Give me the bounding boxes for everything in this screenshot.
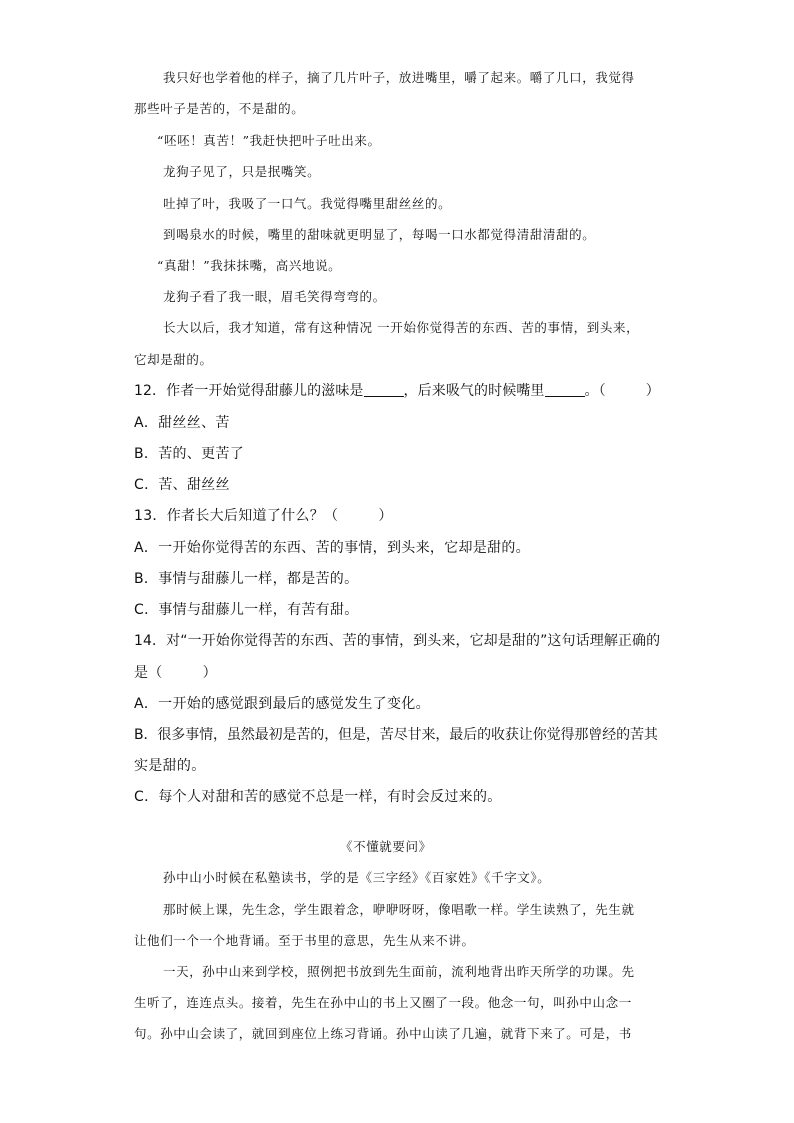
question-12-stem-part-c: 。（: [584, 383, 606, 399]
passage1-paragraph-5: 到喝泉水的时候，嘴里的甜味就更明显了，每喝一口水都觉得清甜清甜的。: [163, 227, 596, 242]
question-12-option-a: A．甜丝丝、苦: [134, 415, 230, 431]
question-12-stem-part-b: ，后来吸气的时候嘴里: [403, 383, 545, 399]
passage1-paragraph-3: 龙狗子见了，只是抿嘴笑。: [163, 164, 321, 179]
passage2-title: 《不懂就要问》: [340, 839, 432, 854]
question-13-stem: [134, 505, 393, 525]
passage2-paragraph-3-line-1: 一天，孙中山来到学校，照例把书放到先生面前，流利地背出昨天所学的功课。先: [163, 964, 635, 979]
passage2-paragraph-3-line-3: 句。孙中山会读了，就回到座位上练习背诵。孙中山读了几遍，就背下来了。可是，书: [134, 1026, 632, 1041]
passage1-paragraph-7: 龙狗子看了我一眼，眉毛笑得弯弯的。: [163, 289, 386, 304]
question-12-blank-2[interactable]: [545, 396, 585, 397]
question-14-option-c: C．每个人对甜和苦的感觉不总是一样，有时会反过来的。: [134, 789, 502, 805]
passage2-paragraph-2-line-1: 那时候上课，先生念，学生跟着念，咿咿呀呀，像唱歌一样。学生读熟了，先生就: [163, 902, 635, 917]
passage1-paragraph-1-line-1: 我只好也学着他的样子，摘了几片叶子，放进嘴里，嚼了起来。嚼了几口，我觉得: [163, 70, 635, 85]
question-12-stem-part-d: ）: [645, 383, 660, 399]
question-13-stem-part-a: 13．作者长大后知道了什么？（: [134, 508, 339, 524]
question-12-blank-1[interactable]: [364, 396, 404, 397]
question-12-stem: [134, 380, 660, 400]
question-14-stem-part-a: 是（: [134, 665, 163, 681]
passage1-paragraph-1-line-2: 那些叶子是苦的，不是甜的。: [134, 101, 305, 116]
question-12-option-b: B．苦的、更苦了: [134, 446, 245, 462]
question-14-option-a: A．一开始的感觉跟到最后的感觉发生了变化。: [134, 696, 430, 712]
question-13-option-c: C．事情与甜藤儿一样，有苦有甜。: [134, 602, 359, 618]
passage1-paragraph-2: “呸呸！真苦！”我赶快把叶子吐出来。: [157, 133, 381, 148]
question-14-stem-line-1: 14．对“一开始你觉得苦的东西、苦的事情，到头来，它却是甜的”这句话理解正确的: [134, 633, 661, 649]
question-14-stem-part-b: ）: [202, 665, 217, 681]
question-14-stem-line-2: [134, 662, 217, 682]
question-14-option-b-line-2: 实是甜的。: [134, 758, 206, 774]
passage1-paragraph-8-line-1: 长大以后，我才知道，常有这种情况 一开始你觉得苦的东西、苦的事情，到头来，: [163, 320, 640, 335]
question-13-stem-part-b: ）: [378, 508, 393, 524]
question-13-option-a: A．一开始你觉得苦的东西、苦的事情，到头来，它却是甜的。: [134, 540, 530, 556]
passage1-paragraph-6: “真甜！”我抹抹嘴，高兴地说。: [157, 258, 342, 273]
passage1-paragraph-4: 吐掉了叶，我吸了一口气。我觉得嘴里甜丝丝的。: [163, 196, 452, 211]
question-12-option-c: C．苦、甜丝丝: [134, 477, 230, 493]
question-12-stem-part-a: 12．作者一开始觉得甜藤儿的滋味是: [134, 383, 364, 399]
passage2-paragraph-1: 孙中山小时候在私塾读书，学的是《三字经》《百家姓》《千字文》。: [163, 870, 551, 885]
passage2-paragraph-2-line-2: 让他们一个一个地背诵。至于书里的意思，先生从来不讲。: [134, 933, 475, 948]
question-14-option-b-line-1: B．很多事情，虽然最初是苦的，但是，苦尽甘来，最后的收获让你觉得那曾经的苦其: [134, 727, 658, 743]
passage1-paragraph-8-line-2: 它却是甜的。: [134, 352, 213, 367]
question-13-option-b: B．事情与甜藤儿一样，都是苦的。: [134, 571, 359, 587]
passage2-paragraph-3-line-2: 生听了，连连点头。接着，先生在孙中山的书上又圈了一段。他念一句，叫孙中山念一: [134, 995, 632, 1010]
